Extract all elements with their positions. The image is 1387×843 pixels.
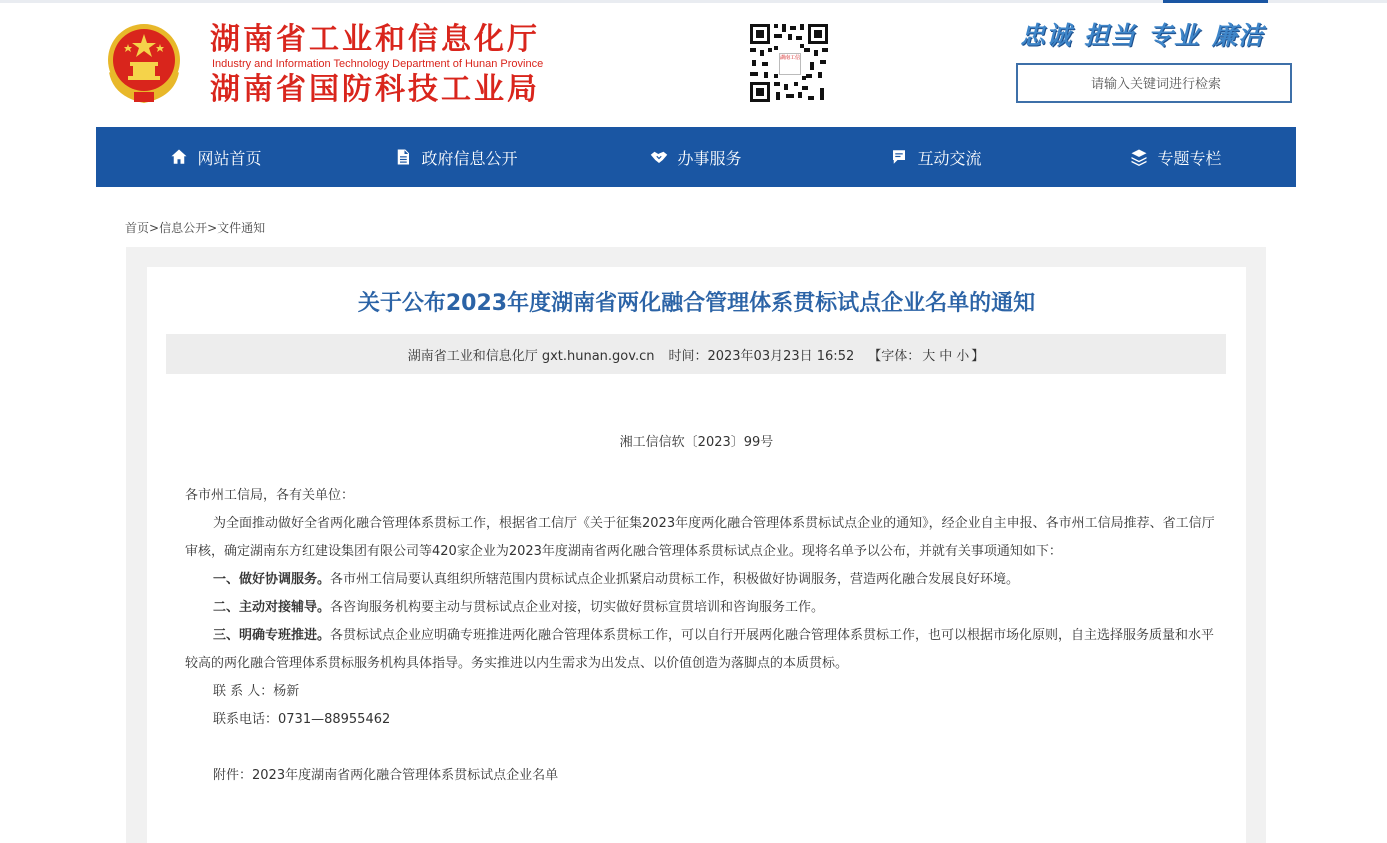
article-body (185, 482, 1215, 790)
breadcrumb-notices[interactable]: 文件通知 (217, 221, 266, 235)
nav-item-topics[interactable] (1056, 127, 1296, 187)
breadcrumb-home[interactable]: 首页 (125, 221, 150, 235)
search-input[interactable] (1018, 65, 1294, 103)
contact-person: 联 系 人：杨新 (213, 684, 300, 699)
document-number: 湘工信信软〔2023〕99号 (619, 435, 774, 450)
font-size-label: 【字体： (868, 348, 921, 364)
attachment-link[interactable]: 附件：2023年度湖南省两化融合管理体系贯标试点企业名单 (213, 768, 559, 783)
font-medium-button[interactable]: 中 (939, 348, 953, 364)
slogan (1020, 16, 1276, 52)
nav-item-services[interactable] (576, 127, 816, 187)
point-paragraph (185, 594, 1215, 622)
point-paragraph (185, 622, 1215, 678)
national-emblem-icon (106, 22, 182, 104)
contact-phone: 联系电话：0731—88955462 (213, 712, 391, 727)
document-icon (394, 148, 412, 166)
site-title-cn-secondary: 湖南省国防科技工业局 (210, 72, 540, 107)
layers-icon (1130, 148, 1148, 166)
point-text: 各咨询服务机构要主动与贯标试点企业对接，切实做好贯标宣贯培训和咨询服务工作。 (330, 600, 825, 615)
article-source: 湖南省工业和信息化厅 gxt.hunan.gov.cn (407, 348, 655, 364)
slogan-item: 专业 (1148, 21, 1201, 50)
font-size-label-close: 】 (971, 348, 985, 364)
font-small-button[interactable]: 小 (956, 348, 970, 364)
qr-center-logo: 湖南工信 (779, 53, 801, 75)
nav-item-label: 办事服务 (677, 148, 742, 168)
slogan-item: 忠诚 (1020, 21, 1073, 50)
point-paragraph (185, 566, 1215, 594)
breadcrumb-separator: > (207, 221, 218, 235)
home-icon (170, 148, 188, 166)
nav-item-label: 互动交流 (917, 148, 982, 168)
chat-icon (890, 148, 908, 166)
breadcrumb-info-public[interactable]: 信息公开 (159, 221, 208, 235)
nav-item-label: 专题专栏 (1157, 148, 1222, 168)
main-nav (96, 127, 1296, 187)
breadcrumb-separator: > (149, 221, 160, 235)
article-title: 关于公布2023年度湖南省两化融合管理体系贯标试点企业名单的通知 (357, 291, 1036, 316)
breadcrumb (125, 219, 265, 236)
point-text: 各市州工信局要认真组织所辖范围内贯标试点企业抓紧启动贯标工作，积极做好协调服务，营造两化融合发展良好环境。 (330, 572, 1020, 587)
font-large-button[interactable]: 大 (922, 348, 936, 364)
point-text: 各贯标试点企业应明确专班推进两化融合管理体系贯标工作，可以自行开展两化融合管理体系贯标工作，也可以根据市场化原则，自主选择服务质量和水平较高的两化融合管理体系贯标服务机构具体指导。务实推进以内生需求为出发点、以价值创造为落脚点的本质贯标。 (185, 628, 1215, 671)
nav-item-home[interactable] (96, 127, 336, 187)
top-accent-bar (1163, 0, 1268, 3)
nav-item-label: 网站首页 (197, 148, 262, 168)
salutation: 各市州工信局，各有关单位： (185, 488, 355, 503)
site-title-en: Industry and Information Technology Department of Hunan Province (212, 58, 544, 70)
handshake-icon (650, 148, 668, 166)
nav-item-gov-info[interactable] (336, 127, 576, 187)
qr-code (748, 22, 830, 104)
intro-paragraph: 为全面推动做好全省两化融合管理体系贯标工作，根据省工信厅《关于征集2023年度两化融合管理体系贯标试点企业的通知》，经企业自主申报、各市州工信局推荐、省工信厅审核，确定湖南东方红建设集团有限公司等420家企业为2023年度湖南省两化融合管理体系贯标试点企业。现将名单予以公布，并就有关事项通知如下： (185, 516, 1215, 559)
site-title-cn: 湖南省工业和信息化厅 (210, 22, 540, 57)
nav-item-label: 政府信息公开 (421, 148, 518, 168)
article-meta (166, 334, 1226, 374)
point-heading: 一、做好协调服务。 (213, 572, 331, 587)
point-heading: 二、主动对接辅导。 (213, 600, 331, 615)
article-time: 时间：2023年03月23日 16:52 (668, 348, 855, 364)
slogan-item: 廉洁 (1212, 21, 1265, 50)
point-heading: 三、明确专班推进。 (213, 628, 331, 643)
nav-item-interaction[interactable] (816, 127, 1056, 187)
slogan-item: 担当 (1084, 21, 1137, 50)
search-box (1016, 63, 1292, 103)
